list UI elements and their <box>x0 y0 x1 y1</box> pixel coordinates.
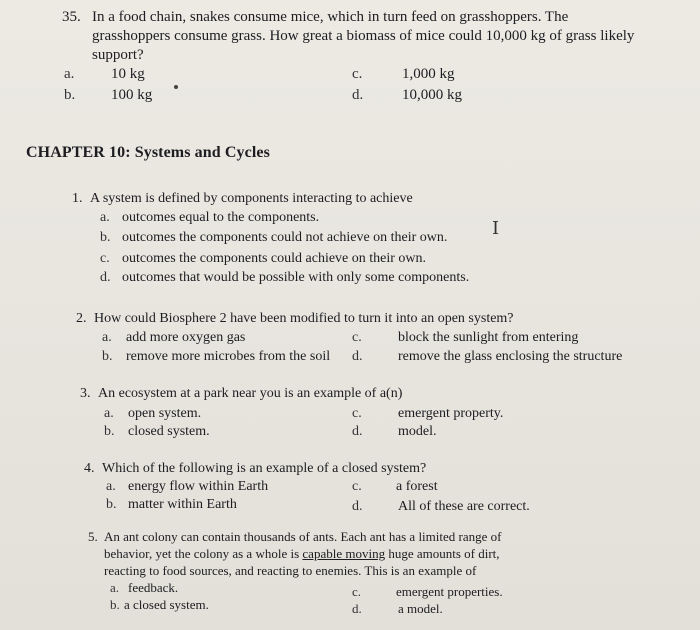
stem-underlined-text: capable moving <box>302 546 386 561</box>
option-text: energy flow within Earth <box>128 479 269 494</box>
option-text: All of these are correct. <box>398 499 530 514</box>
question-stem-line: grasshoppers consume grass. How great a biomass of mice could 10,000 kg of grass likely <box>92 28 635 44</box>
option-letter: c. <box>352 66 363 82</box>
option-text: open system. <box>128 406 202 421</box>
option-text: remove more microbes from the soil <box>126 349 331 364</box>
option-letter: b. <box>100 230 111 245</box>
option-text: 10 kg <box>111 66 145 82</box>
option-letter: b. <box>102 349 113 364</box>
option-letter: a. <box>104 406 114 421</box>
option-text: 1,000 kg <box>402 66 455 82</box>
option-letter: d. <box>352 424 363 439</box>
option-text: a forest <box>396 479 438 494</box>
option-text: block the sunlight from entering <box>398 330 579 345</box>
option-letter: d. <box>352 87 364 103</box>
option-letter: d. <box>100 270 111 285</box>
option-text: matter within Earth <box>128 497 237 512</box>
question-stem-line: In a food chain, snakes consume mice, which in turn feed on grasshoppers. The <box>92 9 569 25</box>
option-text: outcomes that would be possible with only some components. <box>122 270 470 285</box>
question-stem-line: reacting to food sources, and reacting to enemies. This is an example of <box>104 563 477 578</box>
option-letter: c. <box>100 251 110 266</box>
option-letter: c. <box>352 584 362 599</box>
question-stem: How could Biosphere 2 have been modified to turn it into an open system? <box>94 311 514 326</box>
question-stem: Which of the following is an example of a closed system? <box>102 461 427 476</box>
option-text: add more oxygen gas <box>126 330 246 345</box>
option-letter: a. <box>110 580 120 595</box>
option-text: emergent properties. <box>396 584 503 599</box>
option-letter: a. <box>64 66 75 82</box>
option-text: model. <box>398 424 437 439</box>
question-stem-line <box>104 546 500 562</box>
text-cursor-icon: I <box>492 218 500 239</box>
option-text: closed system. <box>128 424 210 439</box>
option-text: outcomes equal to the components. <box>122 210 320 225</box>
option-letter: b. <box>110 597 120 612</box>
question-number: 3. <box>80 386 91 401</box>
question-number: 35. <box>62 9 81 25</box>
question-stem: An ecosystem at a park near you is an example of a(n) <box>98 386 403 401</box>
option-letter: a. <box>106 479 116 494</box>
question-stem-line: An ant colony can contain thousands of ants. Each ant has a limited range of <box>104 529 502 544</box>
stem-text: huge amounts of dirt, <box>388 546 500 561</box>
option-letter: b. <box>104 424 115 439</box>
option-text: a closed system. <box>124 597 209 612</box>
option-text: remove the glass enclosing the structure <box>398 349 623 364</box>
option-letter: c. <box>352 406 362 421</box>
option-text: outcomes the components could not achieve on their own. <box>122 230 448 245</box>
option-text: feedback. <box>128 580 179 595</box>
chapter-heading: CHAPTER 10: Systems and Cycles <box>26 144 270 161</box>
option-letter: d. <box>352 349 363 364</box>
option-letter: b. <box>64 87 76 103</box>
option-letter: a. <box>102 330 112 345</box>
question-stem: A system is defined by components interacting to achieve <box>90 191 413 206</box>
option-text: a model. <box>398 601 443 616</box>
option-letter: d. <box>352 601 362 616</box>
option-text: emergent property. <box>398 406 504 421</box>
question-number: 1. <box>72 191 83 206</box>
option-letter: d. <box>352 499 363 514</box>
option-letter: c. <box>352 479 362 494</box>
question-stem-line: support? <box>92 47 144 63</box>
option-letter: b. <box>106 497 117 512</box>
question-number: 5. <box>88 529 98 544</box>
option-text: 10,000 kg <box>402 87 462 103</box>
option-letter: c. <box>352 330 362 345</box>
stem-text: behavior, yet the colony as a whole is <box>104 546 300 561</box>
pen-mark <box>174 85 178 89</box>
option-text: 100 kg <box>111 87 153 103</box>
question-number: 2. <box>76 311 87 326</box>
option-letter: a. <box>100 210 110 225</box>
question-number: 4. <box>84 461 95 476</box>
option-text: outcomes the components could achieve on their own. <box>122 251 427 266</box>
